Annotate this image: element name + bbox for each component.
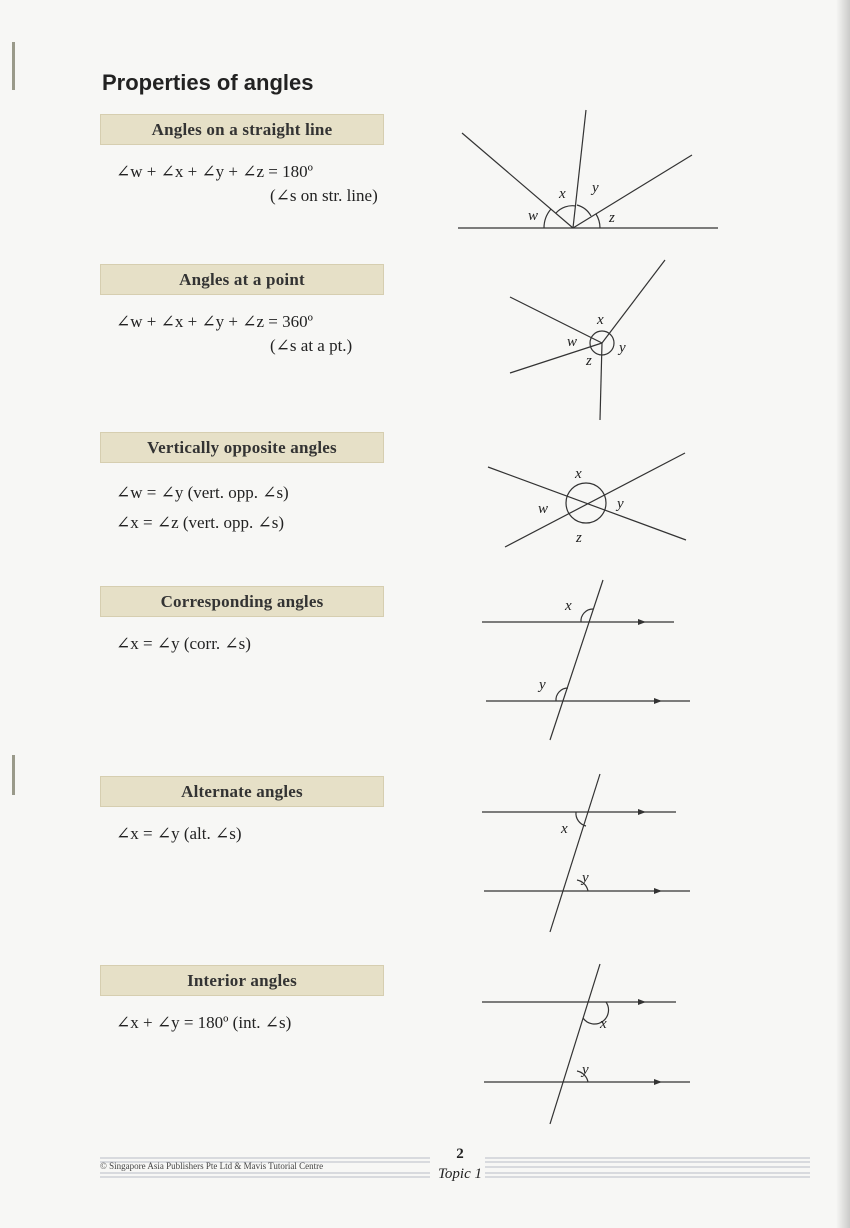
- diagram-vertically-opposite: [480, 445, 700, 555]
- angle-label: y: [592, 180, 599, 196]
- section-banner: Corresponding angles: [100, 586, 384, 617]
- diagram-at-point: [500, 255, 680, 425]
- copyright-text: © Singapore Asia Publishers Pte Ltd & Mavis Tutorial Centre: [100, 1161, 324, 1171]
- page-title: Properties of angles: [102, 70, 314, 95]
- section-banner: Vertically opposite angles: [100, 432, 384, 463]
- section-corresponding: [100, 586, 430, 656]
- equation: ∠x = ∠z (vert. opp. ∠s): [116, 513, 284, 532]
- angle-label: w: [538, 501, 549, 517]
- section-banner: Interior angles: [100, 965, 384, 996]
- equation: ∠x = ∠y (alt. ∠s): [116, 824, 242, 843]
- diagram-straight-line: [450, 105, 730, 245]
- page-number: 2: [456, 1146, 464, 1162]
- binding-mark: [12, 755, 15, 795]
- angle-label: x: [565, 598, 572, 614]
- angle-label: z: [586, 353, 592, 369]
- angle-label: w: [528, 208, 539, 224]
- angle-label: y: [582, 870, 589, 886]
- section-alternate: [100, 776, 430, 846]
- angle-label: w: [567, 334, 578, 350]
- diagram-alternate: [478, 770, 698, 940]
- section-interior: [100, 965, 430, 1035]
- diagram-corresponding: [478, 575, 698, 745]
- binding-mark: [12, 42, 15, 90]
- diagram-interior: [478, 960, 698, 1130]
- equation-block: [116, 160, 430, 208]
- equation: ∠w + ∠x + ∠y + ∠z = 180º: [116, 162, 313, 181]
- page-edge-shadow: [836, 0, 850, 1228]
- section-banner: Angles on a straight line: [100, 114, 384, 145]
- reason: (∠s on str. line): [270, 186, 378, 205]
- equation-block: [116, 822, 430, 846]
- section-straight-line: [100, 114, 430, 208]
- angle-label: x: [600, 1016, 607, 1032]
- angle-label: z: [609, 210, 615, 226]
- equation-block: [116, 632, 430, 656]
- equation: ∠w = ∠y (vert. opp. ∠s): [116, 483, 289, 502]
- reason: (∠s at a pt.): [270, 336, 353, 355]
- equation: ∠x + ∠y = 180º (int. ∠s): [116, 1013, 292, 1032]
- angle-label: x: [559, 186, 566, 202]
- section-banner: Angles at a point: [100, 264, 384, 295]
- equation-block: [116, 478, 430, 538]
- equation-block: [116, 1011, 430, 1035]
- angle-label: x: [597, 312, 604, 328]
- equation: ∠w + ∠x + ∠y + ∠z = 360º: [116, 312, 313, 331]
- section-at-point: [100, 264, 430, 358]
- angle-label: y: [582, 1062, 589, 1078]
- angle-label: y: [619, 340, 626, 356]
- angle-label: y: [539, 677, 546, 693]
- section-banner: Alternate angles: [100, 776, 384, 807]
- section-vertically-opposite: [100, 432, 430, 538]
- angle-label: x: [575, 466, 582, 482]
- equation: ∠x = ∠y (corr. ∠s): [116, 634, 251, 653]
- topic-label: Topic 1: [437, 1166, 483, 1182]
- angle-label: x: [561, 821, 568, 837]
- angle-label: y: [617, 496, 624, 512]
- equation-block: [116, 310, 430, 358]
- angle-label: z: [576, 530, 582, 546]
